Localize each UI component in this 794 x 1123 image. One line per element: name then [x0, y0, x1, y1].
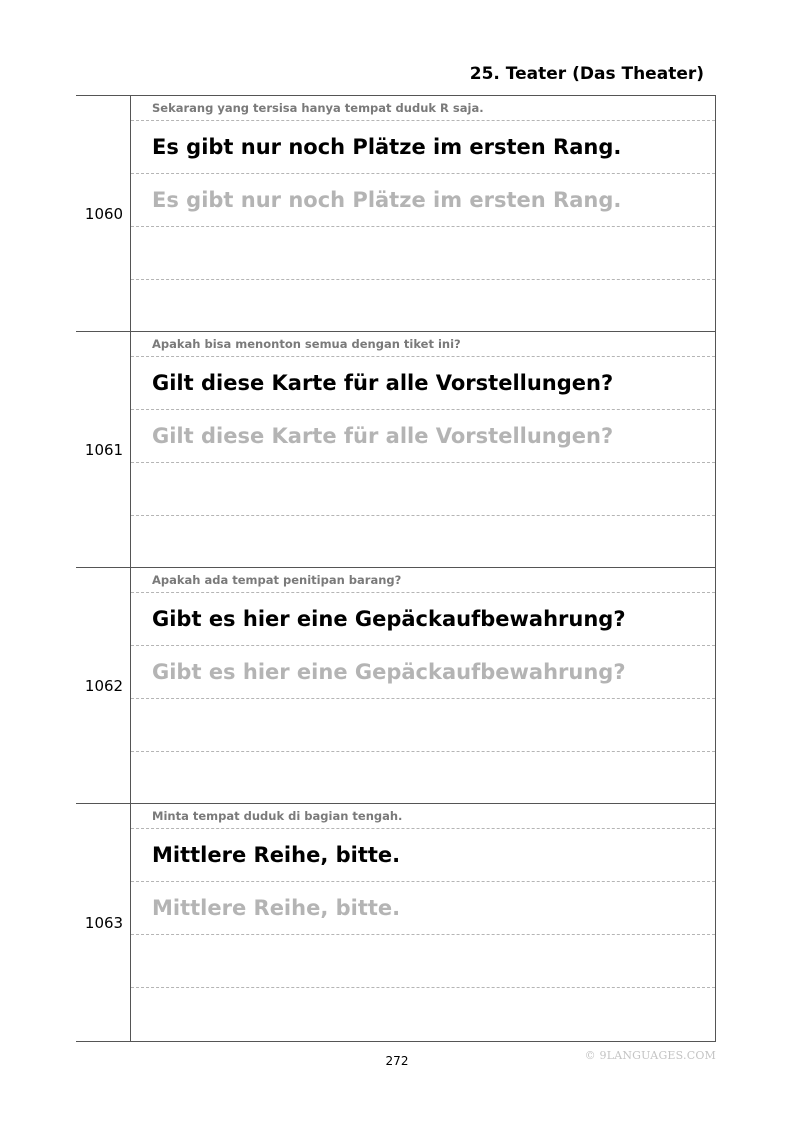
- blank-writing-line: [131, 988, 715, 1041]
- trace-sentence: Mittlere Reihe, bitte.: [131, 882, 715, 935]
- blank-writing-line: [131, 227, 715, 280]
- entry-number: 1061: [76, 332, 131, 567]
- copyright-notice: © 9LANGUAGES.COM: [584, 1049, 716, 1062]
- practice-entry-1062: [76, 568, 716, 804]
- practice-entry-1060: [76, 96, 716, 332]
- translation-hint: Sekarang yang tersisa hanya tempat duduk R saja.: [131, 96, 715, 121]
- practice-entry-1061: [76, 332, 716, 568]
- practice-sheet: [76, 95, 716, 1042]
- practice-entry-1063: [76, 804, 716, 1041]
- blank-writing-line: [131, 752, 715, 803]
- model-sentence: Gilt diese Karte für alle Vorstellungen?: [131, 357, 715, 410]
- model-sentence: Es gibt nur noch Plätze im ersten Rang.: [131, 121, 715, 174]
- trace-sentence: Es gibt nur noch Plätze im ersten Rang.: [131, 174, 715, 227]
- trace-sentence: Gilt diese Karte für alle Vorstellungen?: [131, 410, 715, 463]
- model-sentence: Gibt es hier eine Gepäckaufbewahrung?: [131, 593, 715, 646]
- blank-writing-line: [131, 516, 715, 567]
- translation-hint: Minta tempat duduk di bagian tengah.: [131, 804, 715, 829]
- page-title: 25. Teater (Das Theater): [469, 64, 704, 84]
- translation-hint: Apakah ada tempat penitipan barang?: [131, 568, 715, 593]
- writing-lines: [131, 568, 716, 803]
- blank-writing-line: [131, 463, 715, 516]
- writing-lines: [131, 804, 716, 1041]
- translation-hint: Apakah bisa menonton semua dengan tiket ini?: [131, 332, 715, 357]
- page-number: 272: [385, 1054, 409, 1068]
- writing-lines: [131, 96, 716, 331]
- blank-writing-line: [131, 280, 715, 331]
- writing-lines: [131, 332, 716, 567]
- entry-number: 1063: [76, 804, 131, 1041]
- blank-writing-line: [131, 699, 715, 752]
- trace-sentence: Gibt es hier eine Gepäckaufbewahrung?: [131, 646, 715, 699]
- entry-number: 1062: [76, 568, 131, 803]
- blank-writing-line: [131, 935, 715, 988]
- entry-number: 1060: [76, 96, 131, 331]
- model-sentence: Mittlere Reihe, bitte.: [131, 829, 715, 882]
